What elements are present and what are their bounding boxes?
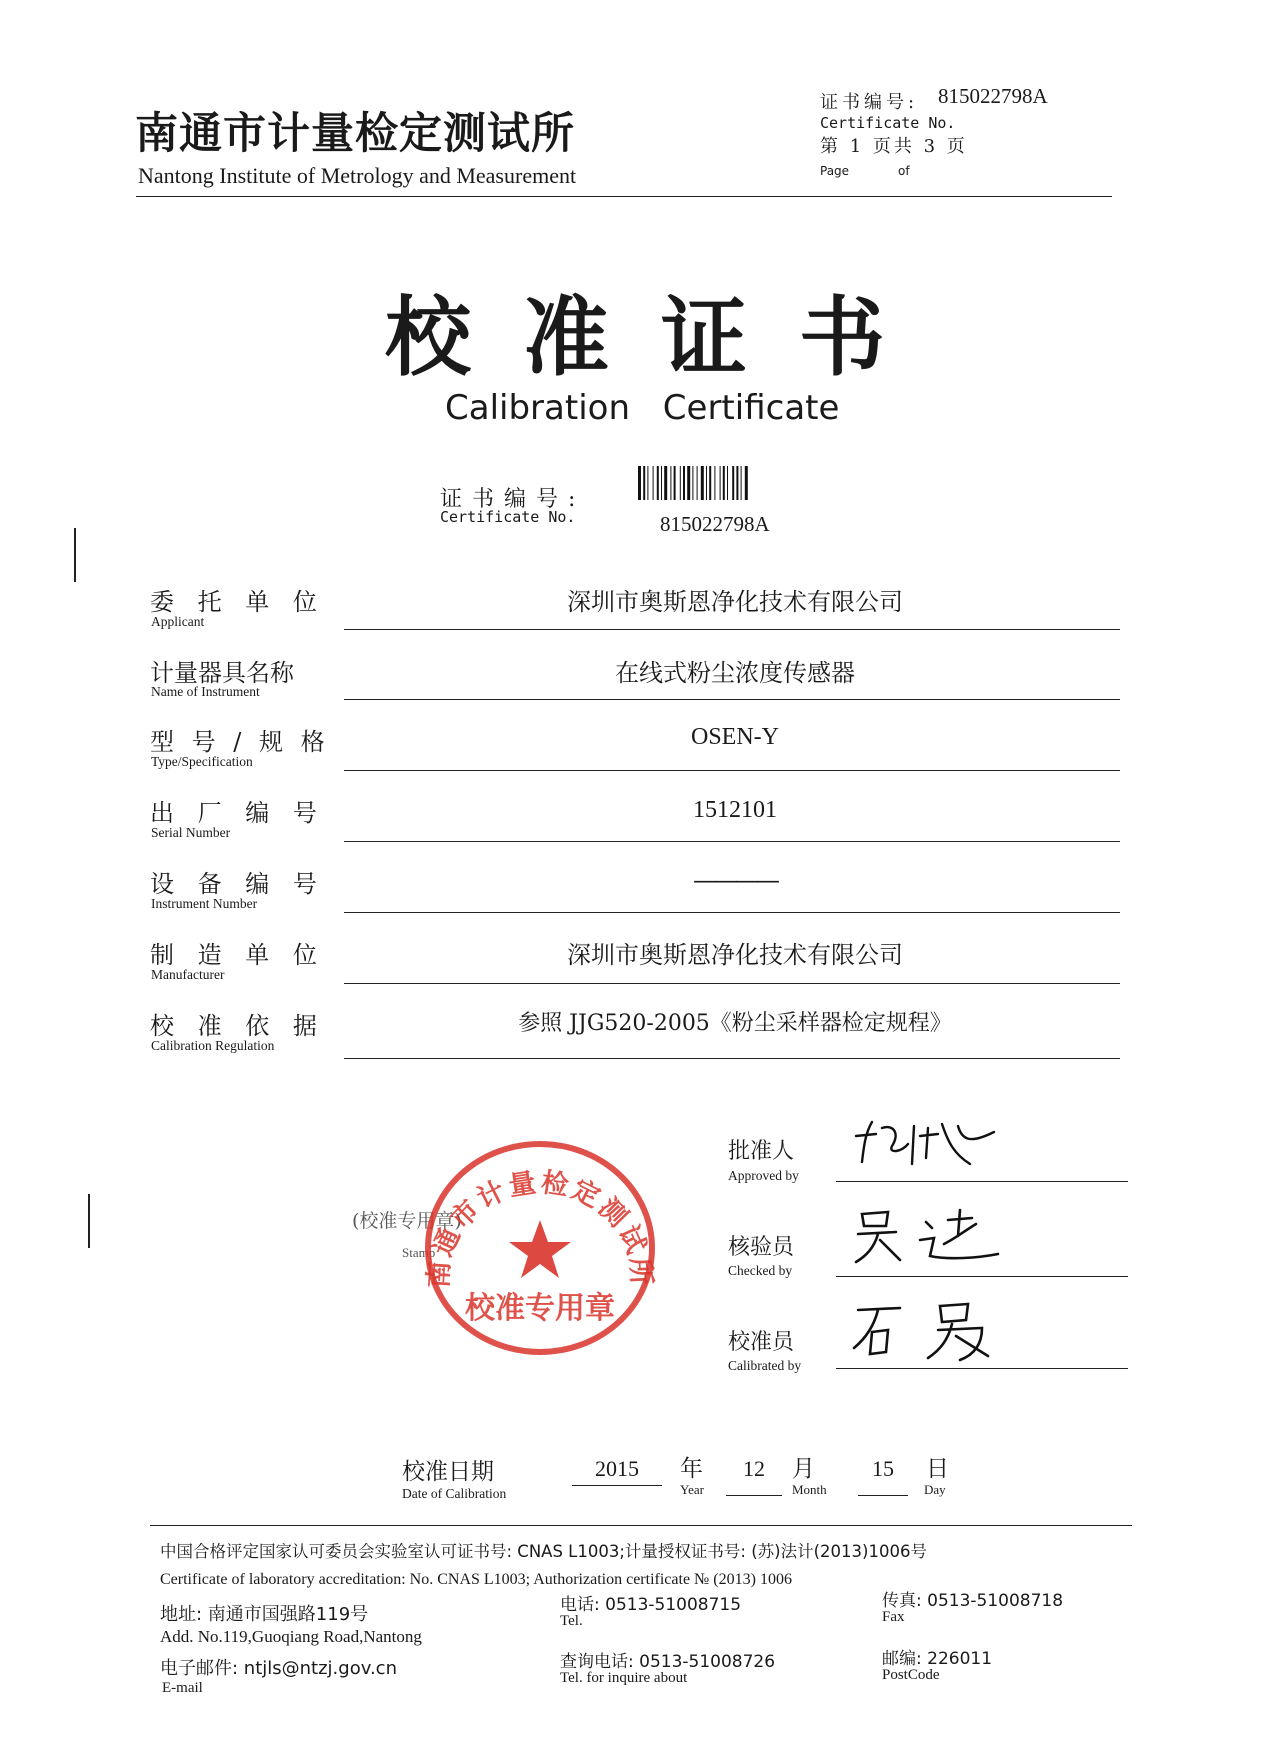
date-day-en: Day <box>924 1482 946 1497</box>
date-underline <box>858 1495 908 1496</box>
field-underline <box>344 983 1120 984</box>
footer-address-cn: 地址: 南通市国强路119号 <box>160 1604 369 1625</box>
signature-label-en: Calibrated by <box>728 1358 802 1373</box>
footer-tel-en: Tel. <box>560 1613 583 1629</box>
signature-label-en: Approved by <box>728 1168 799 1183</box>
header-cert-no-label: 证书编号: <box>820 92 919 113</box>
date-year-cn: 年 <box>680 1456 703 1482</box>
footer-fax-en: Fax <box>882 1609 905 1625</box>
header-cert-no-value: 815022798A <box>938 84 1048 108</box>
field-label-cn: 型 号 / 规 格 <box>150 728 330 756</box>
signature-label-cn: 批准人 <box>728 1139 795 1164</box>
date-underline <box>726 1495 782 1496</box>
cert-no-label-en: Certificate No. <box>440 508 576 526</box>
field-value: 深圳市奥斯恩净化技术有限公司 <box>567 941 903 969</box>
stamp-note-cn: (校准专用章) <box>352 1210 462 1232</box>
institute-name-cn: 南通市计量检定测试所 <box>135 109 575 159</box>
date-underline <box>572 1485 662 1486</box>
signature-line <box>836 1368 1128 1369</box>
field-underline <box>344 770 1120 771</box>
signature-line <box>836 1181 1128 1182</box>
footer-accreditation-en: Certificate of laboratory accreditation: No. CNAS L1003; Authorization certificate № (2013) 1006 <box>160 1571 792 1588</box>
field-label-cn: 计量器具名称 <box>150 659 294 687</box>
footer-postcode-en: PostCode <box>882 1667 940 1683</box>
field-underline <box>344 912 1120 913</box>
field-label-en: Manufacturer <box>151 967 225 982</box>
official-seal-stamp <box>410 1128 670 1368</box>
date-day-cn: 日 <box>926 1456 949 1482</box>
footer-tel-cn: 电话: 0513-51008715 <box>560 1595 742 1615</box>
footer-inquire-en: Tel. for inquire about <box>560 1670 688 1686</box>
footer-address-en: Add. No.119,Guoqiang Road,Nantong <box>160 1627 422 1646</box>
field-label-en: Instrument Number <box>151 896 258 911</box>
field-label-cn: 设 备 编 号 <box>150 870 325 898</box>
margin-mark <box>74 528 76 582</box>
signature-label-en: Checked by <box>728 1263 793 1278</box>
field-label-en: Serial Number <box>151 825 231 840</box>
field-underline <box>344 629 1120 630</box>
field-label-en: Applicant <box>151 614 205 629</box>
field-label-cn: 委 托 单 位 <box>150 588 325 616</box>
field-label-en: Name of Instrument <box>151 684 260 699</box>
date-year-en: Year <box>680 1482 704 1497</box>
footer-email-en: E-mail <box>162 1680 203 1696</box>
page-of-en: of <box>898 164 910 178</box>
field-label-en: Type/Specification <box>151 754 253 769</box>
signature-handwritten <box>848 1296 1018 1366</box>
document-title-en: Calibration Certificate <box>445 388 840 428</box>
barcode-image <box>638 466 828 500</box>
footer-email-cn: 电子邮件: ntjls@ntzj.gov.cn <box>160 1658 397 1679</box>
footer-postcode-cn: 邮编: 226011 <box>882 1649 993 1669</box>
signature-label-cn: 核验员 <box>728 1235 795 1260</box>
field-value: 深圳市奥斯恩净化技术有限公司 <box>567 588 903 616</box>
field-value: 1512101 <box>693 797 777 823</box>
document-title-cn: 校准证书 <box>385 287 937 388</box>
date-month-cn: 月 <box>792 1456 815 1482</box>
svg-text:南通市计量检定测试所: 南通市计量检定测试所 <box>423 1167 657 1289</box>
footer-divider <box>150 1525 1132 1526</box>
field-label-en: Calibration Regulation <box>151 1038 275 1053</box>
date-month-value: 12 <box>743 1456 765 1481</box>
stamp-note-en: Stamp <box>402 1245 436 1260</box>
date-month-en: Month <box>792 1482 827 1497</box>
cert-no-value: 815022798A <box>660 512 770 536</box>
field-label-cn: 校 准 依 据 <box>150 1012 325 1040</box>
date-year-value: 2015 <box>595 1456 639 1481</box>
date-label-cn: 校准日期 <box>402 1459 494 1485</box>
field-label-cn: 制 造 单 位 <box>150 941 325 969</box>
page-label-en: Page <box>820 164 850 178</box>
footer-inquire-cn: 查询电话: 0513-51008726 <box>560 1652 776 1672</box>
field-value: OSEN-Y <box>691 724 779 750</box>
signature-line <box>836 1276 1128 1277</box>
signature-handwritten <box>842 1114 1002 1174</box>
date-label-en: Date of Calibration <box>402 1486 507 1501</box>
footer-accreditation-cn: 中国合格评定国家认可委员会实验室认可证书号: CNAS L1003;计量授权证书号: (苏)法计(2013)1006号 <box>160 1542 927 1561</box>
signature-handwritten <box>848 1204 1008 1266</box>
page-number-cn: 第 1 页共 3 页 <box>820 136 968 157</box>
header-divider <box>136 196 1112 197</box>
field-value: 在线式粉尘浓度传感器 <box>615 659 855 687</box>
cert-no-label: 证书编号: <box>440 487 586 512</box>
field-value: 参照 JJG520-2005《粉尘采样器检定规程》 <box>518 1011 952 1036</box>
svg-text:校准专用章: 校准专用章 <box>465 1291 615 1326</box>
field-underline <box>344 699 1120 700</box>
field-underline <box>344 1058 1120 1059</box>
footer-fax-cn: 传真: 0513-51008718 <box>882 1591 1064 1611</box>
field-label-cn: 出 厂 编 号 <box>150 799 325 827</box>
header-cert-no-label-en: Certificate No. <box>820 114 956 132</box>
field-underline <box>344 841 1120 842</box>
institute-name-en: Nantong Institute of Metrology and Measurement <box>138 163 577 188</box>
field-value: ———— <box>693 866 777 894</box>
date-day-value: 15 <box>872 1456 894 1481</box>
margin-mark <box>88 1194 90 1248</box>
signature-label-cn: 校准员 <box>728 1330 795 1355</box>
